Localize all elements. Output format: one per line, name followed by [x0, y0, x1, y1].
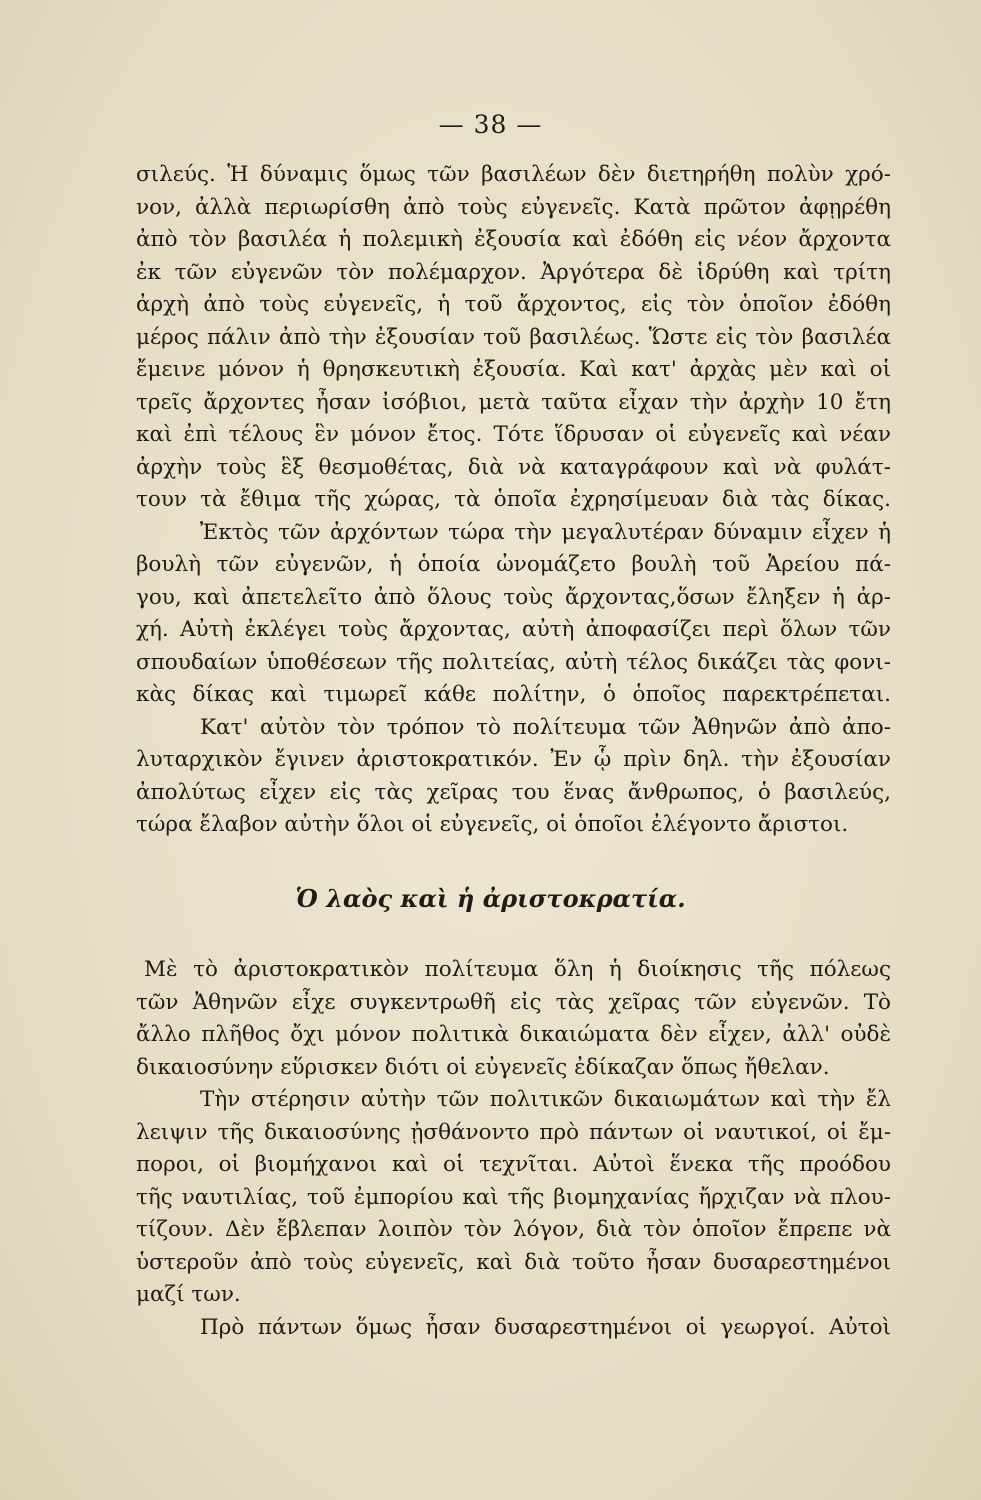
text-line: τώρα ἔλαβον αὐτὴν ὅλοι οἱ εὐγενεῖς, οἱ ὁποῖοι ἐλέγοντο ἄριστοι. [136, 812, 849, 837]
text-line: ἀπολύτως εἶχεν εἰς τὰς χεῖρας του ἕνας ἄνθρωπος, ὁ βασιλεύς, [136, 779, 891, 805]
text-line: μαζί των. [136, 1282, 241, 1307]
text-line: κὰς δίκας καὶ τιμωρεῖ κάθε πολίτην, ὁ ὁποῖος παρεκτρέπεται. [136, 682, 891, 707]
text-line: τίζουν. Δὲν ἔβλεπαν λοιπὸν τὸν λόγον, διὰ τὸν ὁποῖον ἔπρεπε νὰ [136, 1217, 891, 1242]
text-line: τῆς ναυτιλίας, τοῦ ἐμπορίου καὶ τῆς βιομηχανίας ἤρχιζαν νὰ πλου- [136, 1184, 891, 1210]
text-line: τρεῖς ἄρχοντες ἦσαν ἰσόβιοι, μετὰ ταῦτα εἶχαν τὴν ἀρχὴν 10 ἔτη [136, 389, 891, 415]
text-line: τουν τὰ ἔθιμα τῆς χώρας, τὰ ὁποῖα ἐχρησίμευαν διὰ τὰς δίκας. [136, 487, 891, 512]
text-line: Ἐκτὸς τῶν ἀρχόντων τώρα τὴν μεγαλυτέραν δύναμιν εἶχεν ἡ [200, 519, 891, 545]
text-line: σιλεύς. Ἡ δύναμις ὅμως τῶν βασιλέων δὲν διετηρήθη πολὺν χρό- [136, 162, 891, 187]
text-line: καὶ ἐπὶ τέλους ἓν μόνον ἔτος. Τότε ἵδρυσαν οἱ εὐγενεῖς καὶ νέαν [136, 422, 891, 447]
page-number: — 38 — [438, 110, 543, 139]
section-heading: Ὁ λαὸς καὶ ἡ ἀριστοκρατία. [295, 884, 686, 913]
text-line: λυταρχικὸν ἔγινεν ἀριστοκρατικόν. Ἐν ᾧ πρὶν δηλ. τὴν ἐξουσίαν [136, 747, 891, 772]
text-line: τῶν Ἀθηνῶν εἶχε συγκεντρωθῆ εἰς τὰς χεῖρας τῶν εὐγενῶν. Τὸ [136, 989, 891, 1015]
text-line: ἄλλο πλῆθος ὄχι μόνον πολιτικὰ δικαιώματα δὲν εἶχεν, ἀλλ' οὐδὲ [136, 1022, 891, 1047]
text-line: ἐκ τῶν εὐγενῶν τὸν πολέμαρχον. Ἀργότερα δὲ ἱδρύθη καὶ τρίτη [136, 259, 891, 285]
text-line: ἀρχὴ ἀπὸ τοὺς εὐγενεῖς, ἡ τοῦ ἄρχοντος, εἰς τὸν ὁποῖον ἐδόθη [136, 292, 891, 317]
text-line: Μὲ τὸ ἀριστοκρατικὸν πολίτευμα ὅλη ἡ διοίκησις τῆς πόλεως [144, 957, 891, 982]
text-line: χή. Αὐτὴ ἐκλέγει τοὺς ἄρχοντας, αὐτὴ ἀποφασίζει περὶ ὅλων τῶν [136, 617, 891, 642]
text-line: λειψιν τῆς δικαιοσύνης ᾐσθάνοντο πρὸ πάντων οἱ ναυτικοί, οἱ ἔμ- [136, 1119, 891, 1145]
text-line: ἀρχὴν τοὺς ἓξ θεσμοθέτας, διὰ νὰ καταγράφουν καὶ νὰ φυλάτ- [136, 454, 891, 480]
text-line: ἔμεινε μόνον ἡ θρησκευτικὴ ἐξουσία. Καὶ κατ' ἀρχὰς μὲν καὶ οἱ [136, 357, 891, 382]
text-line: βουλὴ τῶν εὐγενῶν, ἡ ὁποία ὠνομάζετο βουλὴ τοῦ Ἀρείου πά- [136, 552, 891, 577]
text-line: ποροι, οἱ βιομήχανοι καὶ οἱ τεχνῖται. Αὐτοὶ ἕνεκα τῆς προόδου [136, 1152, 891, 1177]
text-line: σπουδαίων ὑποθέσεων τῆς πολιτείας, αὐτὴ τέλος δικάζει τὰς φονι- [136, 649, 891, 675]
text-line: ἀπὸ τὸν βασιλέα ἡ πολεμικὴ ἐξουσία καὶ ἐδόθη εἰς νέον ἄρχοντα [136, 227, 891, 252]
text-line: γου, καὶ ἀπετελεῖτο ἀπὸ ὅλους τοὺς ἄρχοντας,ὅσων ἔληξεν ἡ ἀρ- [136, 584, 891, 610]
text-line: Κατ' αὐτὸν τὸν τρόπον τὸ πολίτευμα τῶν Ἀθηνῶν ἀπὸ ἀπο- [200, 714, 891, 740]
text-line: νον, ἀλλὰ περιωρίσθη ἀπὸ τοὺς εὐγενεῖς. Κατὰ πρῶτον ἀφῃρέθη [136, 194, 891, 220]
text-line: Τὴν στέρησιν αὐτὴν τῶν πολιτικῶν δικαιωμάτων καὶ τὴν ἔλ [200, 1087, 891, 1112]
text-line: Πρὸ πάντων ὅμως ἦσαν δυσαρεστημένοι οἱ γεωργοί. Αὐτοὶ [200, 1314, 891, 1340]
text-line: μέρος πάλιν ἀπὸ τὴν ἐξουσίαν τοῦ βασιλέως. Ὥστε εἰς τὸν βασιλέα [136, 324, 891, 350]
text-line: δικαιοσύνην εὕρισκεν διότι οἱ εὐγενεῖς ἐδίκαζαν ὅπως ἤθελαν. [136, 1054, 830, 1080]
text-line: ὑστεροῦν ἀπὸ τοὺς εὐγενεῖς, καὶ διὰ τοῦτο ἦσαν δυσαρεστημένοι [136, 1249, 891, 1275]
